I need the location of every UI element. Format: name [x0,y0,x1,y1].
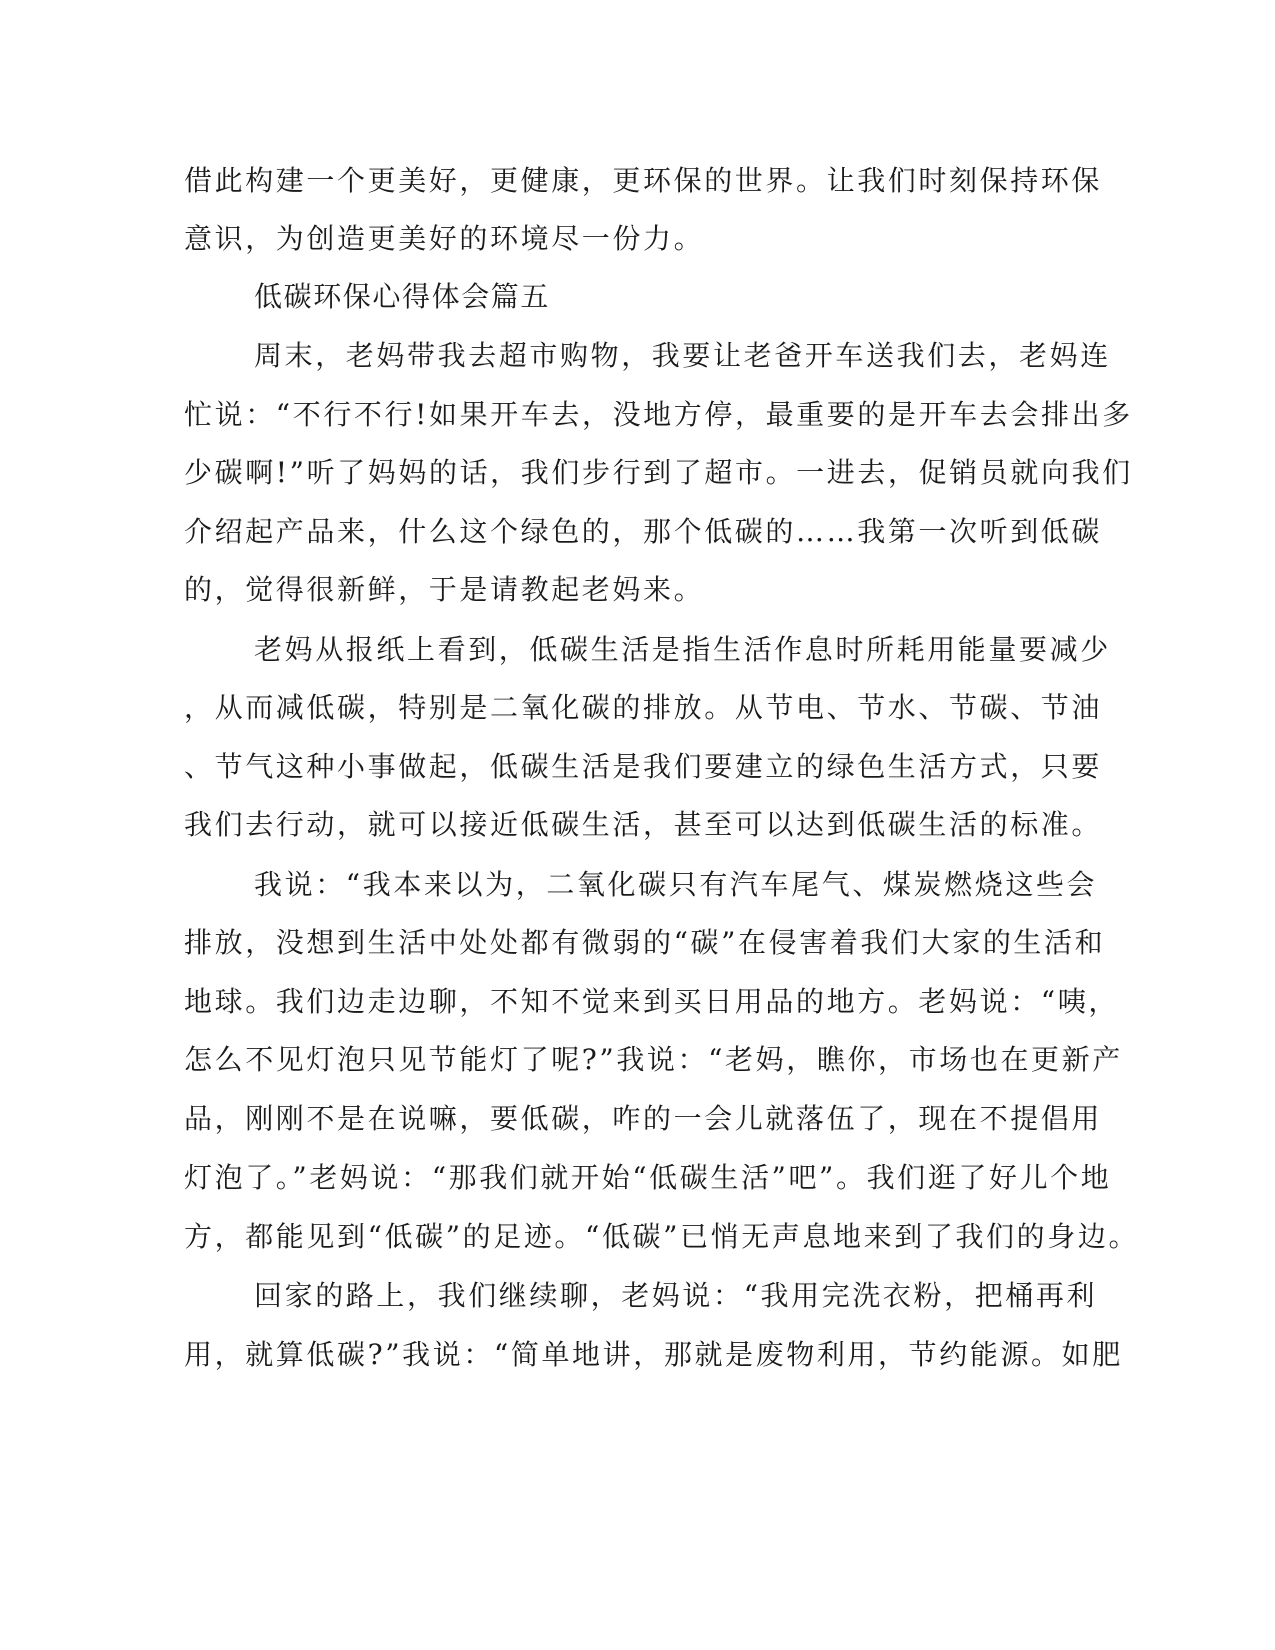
paragraph-first-line: 周末，老妈带我去超市购物，我要让老爸开车送我们去，老妈连 [254,339,1111,372]
paragraph-first-line: 我说：“我本来以为，二氧化碳只有汽车尾气、煤炭燃烧这些会 [254,868,1098,901]
text-line: ，从而减低碳，特别是二氧化碳的排放。从节电、节水、节碳、节油 [184,691,1103,724]
text-line: 少碳啊!”听了妈妈的话，我们步行到了超市。一进去，促销员就向我们 [184,456,1133,489]
text-line: 借此构建一个更美好，更健康，更环保的世界。让我们时刻保持环保 [184,164,1103,197]
section-heading: 低碳环保心得体会篇五 [254,280,551,313]
paragraph-first-line: 老妈从报纸上看到，低碳生活是指生活作息时所耗用能量要减少 [254,633,1111,666]
text-line: 的，觉得很新鲜，于是请教起老妈来。 [184,573,705,606]
paragraph-first-line: 回家的路上，我们继续聊，老妈说：“我用完洗衣粉，把桶再利 [254,1279,1098,1312]
text-line: 品，刚刚不是在说嘛，要低碳，咋的一会儿就落伍了，现在不提倡用 [184,1102,1103,1135]
text-line: 、节气这种小事做起，低碳生活是我们要建立的绿色生活方式，只要 [184,750,1103,783]
text-line: 地球。我们边走边聊，不知不觉来到买日用品的地方。老妈说：“咦， [184,985,1119,1018]
text-line: 忙说：“不行不行!如果开车去，没地方停，最重要的是开车去会排出多 [184,398,1133,431]
text-line: 意识，为创造更美好的环境尽一份力。 [184,222,705,255]
text-line: 怎么不见灯泡只见节能灯了呢?”我说：“老妈，瞧你，市场也在更新产 [184,1043,1123,1076]
text-line: 我们去行动，就可以接近低碳生活，甚至可以达到低碳生活的标准。 [184,808,1103,841]
text-line: 用，就算低碳?”我说：“简单地讲，那就是废物利用，节约能源。如肥 [184,1338,1123,1371]
text-line: 方，都能见到“低碳”的足迹。“低碳”已悄无声息地来到了我们的身边。 [184,1220,1140,1253]
text-line: 排放，没想到生活中处处都有微弱的“碳”在侵害着我们大家的生活和 [184,926,1106,959]
text-line: 灯泡了。”老妈说：“那我们就开始“低碳生活”吧”。我们逛了好儿个地 [184,1161,1112,1194]
text-line: 介绍起产品来，什么这个绿色的，那个低碳的……我第一次听到低碳 [184,515,1103,548]
